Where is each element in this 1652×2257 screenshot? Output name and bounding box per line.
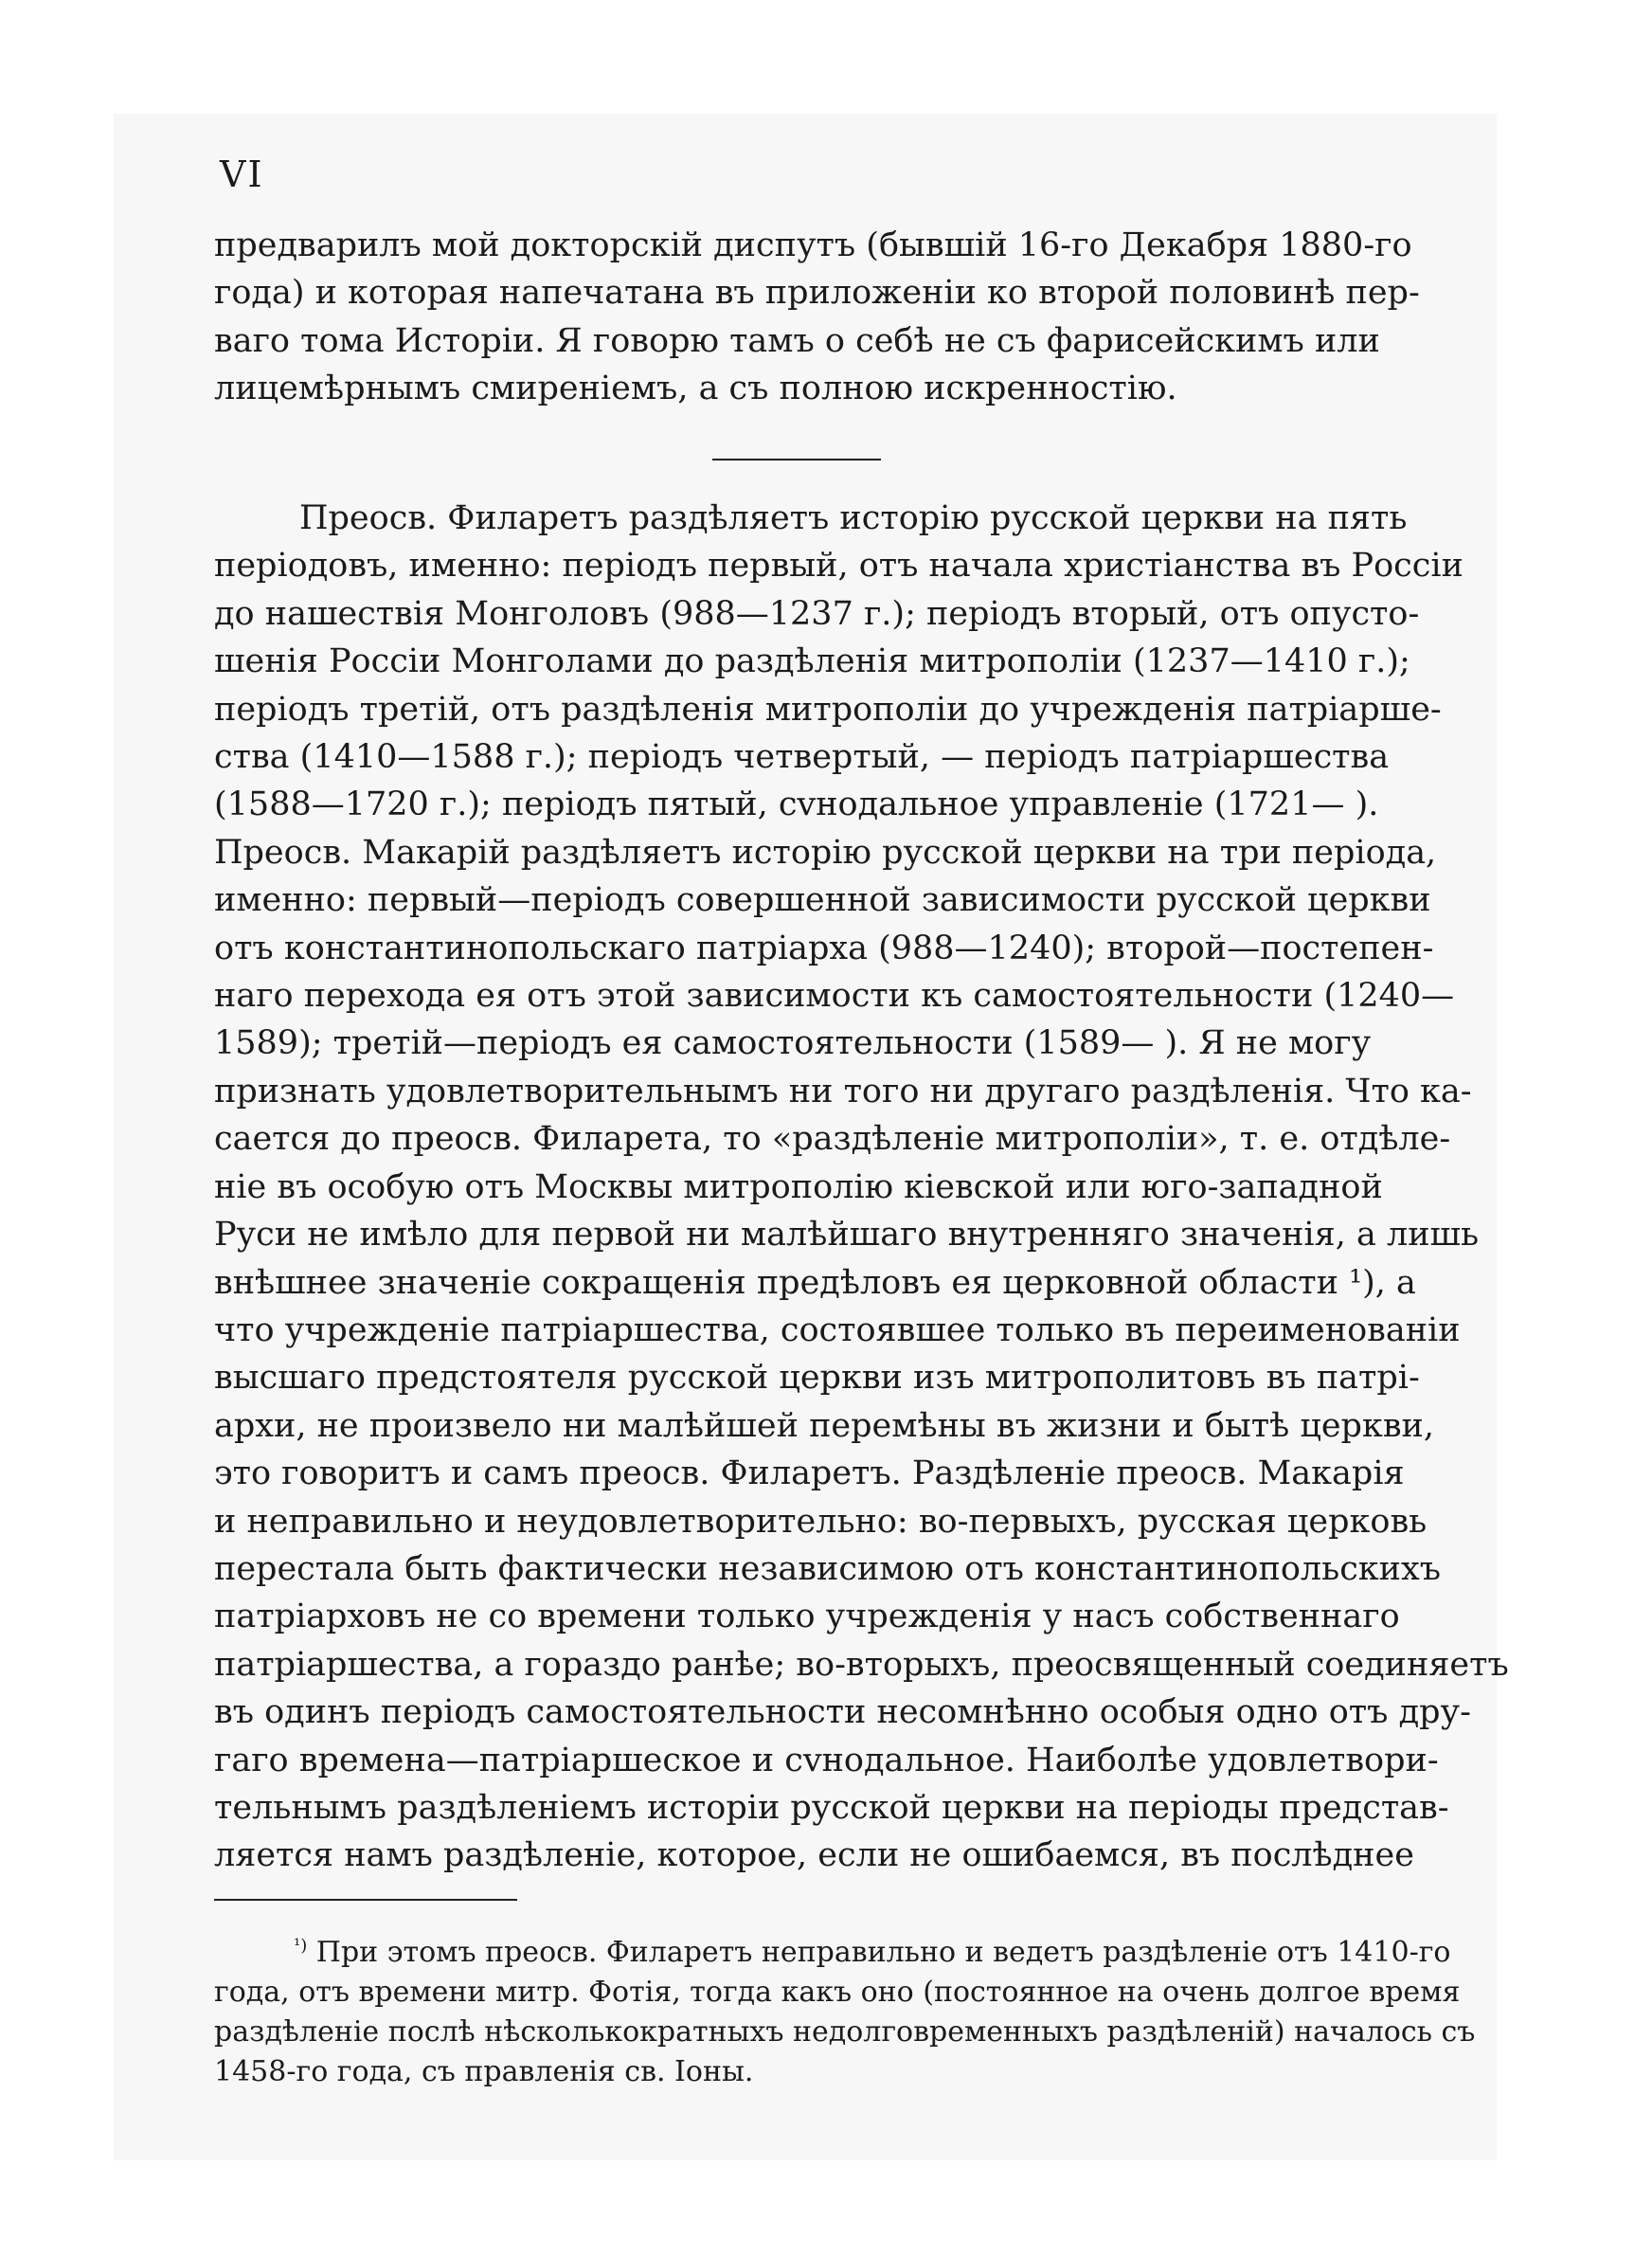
page-number: VI: [220, 153, 264, 195]
text-line: лицемѣрнымъ смиреніемъ, а съ полною искренностію.: [214, 370, 1177, 408]
text-line: высшаго предстоятеля русской церкви изъ митрополитовъ въ патрі-: [214, 1359, 1420, 1398]
footnote-line: [214, 1933, 1451, 1973]
text-line: періодовъ, именно: періодъ первый, отъ начала христіанства въ Россіи: [214, 547, 1463, 586]
footnote-divider: [214, 1899, 517, 1901]
text-line: 1589); третій—періодъ ея самостоятельности (1589— ). Я не могу: [214, 1024, 1372, 1063]
text-line: сается до преосв. Филарета, то «раздѣленіе митрополіи», т. е. отдѣле-: [214, 1120, 1451, 1159]
footnote-line: раздѣленіе послѣ нѣсколькократныхъ недолговременныхъ раздѣленій) началось съ: [214, 2015, 1476, 2049]
text-line: года) и которая напечатана въ приложеніи ко второй половинѣ пер-: [214, 274, 1420, 313]
footnote-line: года, отъ времени митр. Фотія, тогда какъ оно (постоянное на очень долгое время: [214, 1976, 1461, 2009]
intro-paragraph: [214, 222, 1420, 413]
text-line: отъ константинопольскаго патріарха (988—1240); второй—постепен-: [214, 929, 1434, 967]
text-line: Руси не имѣло для первой ни малѣйшаго внутренняго значенія, а лишь: [214, 1216, 1480, 1255]
text-line: признать удовлетворительнымъ ни того ни другаго раздѣленія. Что ка-: [214, 1072, 1472, 1110]
text-line: внѣшнее значеніе сокращенія предѣловъ ея церковной области ¹), а: [214, 1263, 1416, 1302]
footnote-text: При этомъ преосв. Филаретъ неправильно и ведетъ раздѣленіе отъ 1410-го: [315, 1936, 1451, 1969]
footnote: [214, 1933, 1476, 2092]
text-line: шенія Россіи Монголами до раздѣленія митрополіи (1237—1410 г.);: [214, 642, 1410, 681]
text-line: перестала быть фактически независимою отъ константинопольскихъ: [214, 1549, 1441, 1588]
text-line: ства (1410—1588 г.); періодъ четвертый, — періодъ патріаршества: [214, 738, 1390, 777]
text-line: патріарховъ не со времени только учрежденія у насъ собственнаго: [214, 1598, 1400, 1636]
text-line: Преосв. Филаретъ раздѣляетъ исторію русской церкви на пять: [299, 499, 1408, 537]
text-line: наго перехода ея отъ этой зависимости къ самостоятельности (1240—: [214, 977, 1455, 1016]
text-line: (1588—1720 г.); періодъ пятый, сvнодальное управленіе (1721— ).: [214, 785, 1379, 824]
text-line: ніе въ особую отъ Москвы митрополію кіевской или юго-западной: [214, 1167, 1383, 1206]
text-line: тельнымъ раздѣленіемъ исторіи русской церкви на періоды представ-: [214, 1788, 1449, 1827]
text-line: въ одинъ періодъ самостоятельности несомнѣнно особыя одно отъ дру-: [214, 1693, 1471, 1732]
text-line: гаго времена—патріаршеское и сvнодальное. Наиболѣе удовлетвори-: [214, 1741, 1439, 1779]
text-line: это говоритъ и самъ преосв. Филаретъ. Раздѣленіе преосв. Макарія: [214, 1454, 1405, 1493]
footnote-marker: ¹): [294, 1936, 308, 1956]
text-line: до нашествія Монголовъ (988—1237 г.); періодъ вторый, отъ опусто-: [214, 594, 1420, 633]
footnote-line: 1458-го года, съ правленія св. Іоны.: [214, 2055, 754, 2088]
text-line: именно: первый—періодъ совершенной зависимости русской церкви: [214, 881, 1431, 920]
text-line: Преосв. Макарій раздѣляетъ исторію русской церкви на три періода,: [214, 833, 1437, 872]
text-line: архи, не произвело ни малѣйшей перемѣны въ жизни и бытѣ церкви,: [214, 1406, 1434, 1445]
text-line: и неправильно и неудовлетворительно: во-первыхъ, русская церковь: [214, 1502, 1428, 1541]
text-line: періодъ третій, отъ раздѣленія митрополіи до учрежденія патріарше-: [214, 690, 1442, 729]
text-line: ляется намъ раздѣленіе, которое, если не ошибаемся, въ послѣднее: [214, 1836, 1414, 1875]
text-line: патріаршества, а гораздо ранѣе; во-вторыхъ, преосвященный соединяетъ: [214, 1645, 1509, 1684]
main-paragraph: [214, 495, 1509, 1880]
text-line: что учрежденіе патріаршества, состоявшее только въ переименованіи: [214, 1310, 1461, 1349]
text-line: предварилъ мой докторскій диспутъ (бывшій 16-го Декабря 1880-го: [214, 226, 1412, 264]
text-line: ваго тома Исторіи. Я говорю тамъ о себѣ не съ фарисейскимъ или: [214, 321, 1380, 360]
section-divider: [712, 459, 881, 460]
